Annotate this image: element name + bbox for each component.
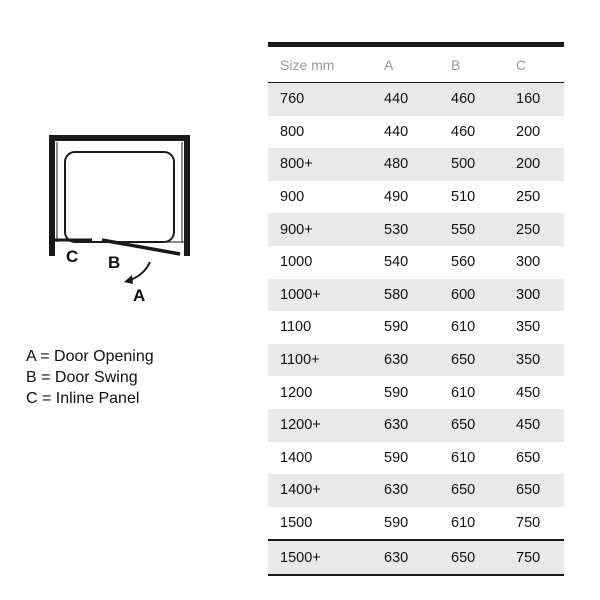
cell-a: 440 — [384, 123, 409, 140]
cell-b: 600 — [451, 286, 476, 303]
cell-b: 650 — [451, 352, 476, 369]
cell-size: 900 — [280, 189, 305, 206]
table-row — [268, 148, 564, 181]
table-row — [268, 83, 564, 116]
shower-enclosure-diagram — [40, 130, 220, 310]
cell-b: 500 — [451, 156, 476, 173]
diagram-legend — [26, 346, 154, 409]
header-c: C — [516, 56, 527, 73]
table-row — [268, 539, 564, 576]
cell-size: 1000 — [280, 254, 313, 271]
cell-a: 530 — [384, 221, 409, 238]
cell-c: 350 — [516, 352, 541, 369]
table-row — [268, 474, 564, 507]
cell-c: 200 — [516, 156, 541, 173]
cell-c: 160 — [516, 91, 541, 108]
cell-c: 450 — [516, 417, 541, 434]
cell-a: 630 — [384, 417, 409, 434]
cell-size: 1200+ — [280, 417, 321, 434]
legend-door-opening: A = Door Opening — [26, 348, 154, 365]
enclosure-plan-svg — [40, 130, 220, 310]
cell-b: 610 — [451, 384, 476, 401]
cell-size: 800 — [280, 123, 305, 140]
header-b: B — [451, 56, 461, 73]
cell-size: 900+ — [280, 221, 313, 238]
cell-c: 750 — [516, 549, 541, 566]
table-row — [268, 246, 564, 279]
cell-b: 610 — [451, 515, 476, 532]
cell-b: 460 — [451, 91, 476, 108]
cell-a: 630 — [384, 482, 409, 499]
cell-size: 1100 — [280, 319, 312, 336]
table-row — [268, 181, 564, 214]
table-row — [268, 376, 564, 409]
legend-inline-panel: C = Inline Panel — [26, 390, 140, 407]
table-row — [268, 213, 564, 246]
table-row — [268, 507, 564, 540]
cell-a: 590 — [384, 515, 409, 532]
cell-b: 560 — [451, 254, 476, 271]
size-table — [268, 42, 564, 576]
table-row — [268, 279, 564, 312]
cell-size: 800+ — [280, 156, 313, 173]
cell-b: 460 — [451, 123, 476, 140]
enclosure-frame — [52, 138, 187, 256]
cell-size: 1500+ — [280, 549, 321, 566]
cell-b: 510 — [451, 189, 476, 206]
label-a: A — [133, 286, 146, 305]
cell-a: 540 — [384, 254, 409, 271]
cell-size: 1400+ — [280, 482, 321, 499]
cell-a: 440 — [384, 91, 409, 108]
cell-c: 750 — [516, 515, 541, 532]
cell-c: 300 — [516, 254, 541, 271]
label-b: B — [108, 253, 121, 272]
cell-size: 1500 — [280, 515, 313, 532]
table-row — [268, 442, 564, 475]
swing-arrow-curve — [130, 262, 150, 280]
table-header-row — [268, 47, 564, 83]
cell-c: 650 — [516, 482, 541, 499]
cell-size: 760 — [280, 91, 305, 108]
cell-a: 630 — [384, 352, 409, 369]
cell-size: 1200 — [280, 384, 313, 401]
cell-size: 1100+ — [280, 352, 320, 369]
label-c: C — [66, 247, 79, 266]
header-size-mm: Size mm — [280, 56, 335, 73]
cell-c: 350 — [516, 319, 541, 336]
cell-b: 550 — [451, 221, 476, 238]
shower-tray — [65, 152, 174, 242]
cell-a: 630 — [384, 549, 409, 566]
table-row — [268, 311, 564, 344]
cell-c: 250 — [516, 221, 541, 238]
header-a: A — [384, 56, 394, 73]
cell-a: 490 — [384, 189, 409, 206]
cell-b: 650 — [451, 417, 476, 434]
cell-c: 300 — [516, 286, 541, 303]
table-row — [268, 409, 564, 442]
cell-b: 610 — [451, 449, 476, 466]
table-row — [268, 344, 564, 377]
cell-c: 650 — [516, 449, 541, 466]
cell-b: 650 — [451, 549, 476, 566]
cell-a: 580 — [384, 286, 409, 303]
cell-c: 450 — [516, 384, 541, 401]
cell-c: 250 — [516, 189, 541, 206]
legend-door-swing: B = Door Swing — [26, 369, 138, 386]
cell-c: 200 — [516, 123, 541, 140]
cell-size: 1400 — [280, 449, 313, 466]
cell-b: 610 — [451, 319, 476, 336]
cell-a: 590 — [384, 384, 409, 401]
cell-a: 590 — [384, 319, 409, 336]
cell-size: 1000+ — [280, 286, 321, 303]
cell-a: 590 — [384, 449, 409, 466]
table-row — [268, 116, 564, 149]
swing-arrow-head — [124, 275, 133, 284]
cell-b: 650 — [451, 482, 476, 499]
cell-a: 480 — [384, 156, 409, 173]
